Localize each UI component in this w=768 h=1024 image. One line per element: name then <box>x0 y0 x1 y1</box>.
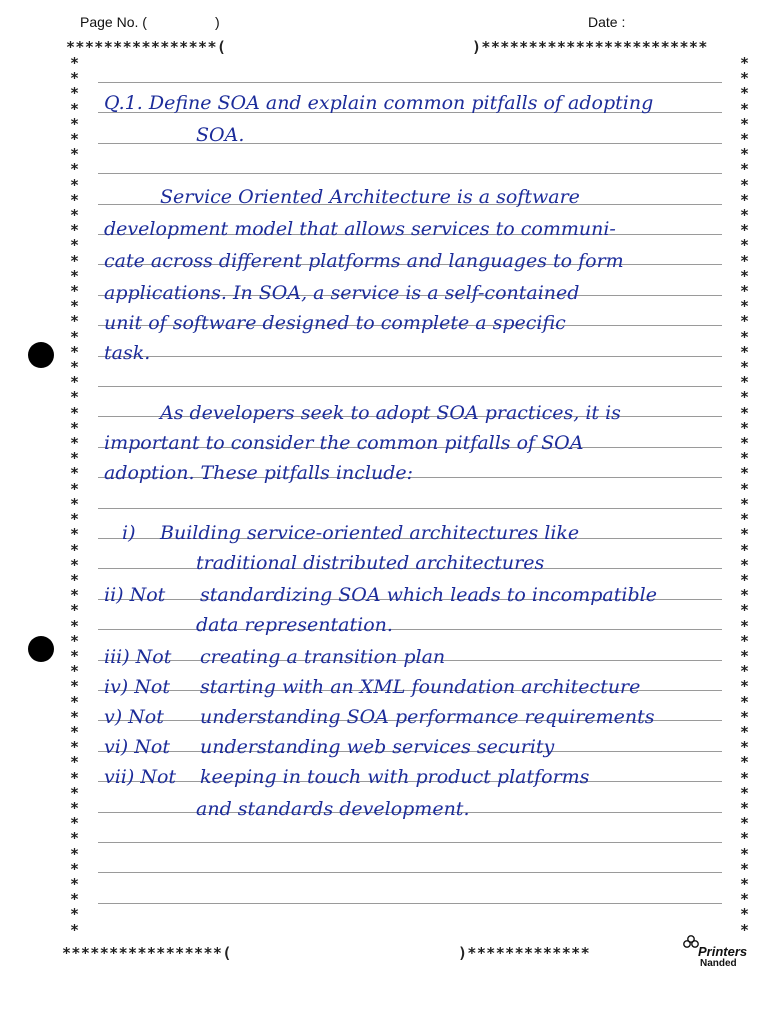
para2-line-1: As developers seek to adopt SOA practices, it is <box>160 402 621 424</box>
border-right: * * * * * * * * * * * * * * * * * * * * * * * * * * * * * * * * * * * * * * * * * * * * * * * * * * * * * * * * * * <box>740 54 750 939</box>
question-line-2: SOA. <box>196 124 245 146</box>
pitfall-item <box>104 736 724 758</box>
para1-line-2: development model that allows services to communi- <box>104 218 616 240</box>
ruled-line <box>98 903 722 904</box>
pitfall-text: Building service-oriented architectures like <box>160 522 580 544</box>
para1-line-6: task. <box>104 342 151 364</box>
pitfall-item <box>104 522 724 544</box>
pitfall-item <box>104 646 724 668</box>
pitfall-text: keeping in touch with product platforms <box>200 766 590 788</box>
pitfall-continuation: data representation. <box>196 614 393 636</box>
pitfall-item <box>104 584 724 606</box>
border-top-left: ****************( <box>66 38 227 56</box>
page-header <box>80 14 708 36</box>
logo-word-printers: Printers <box>698 944 748 959</box>
pitfall-item <box>104 706 724 728</box>
pitfall-number: iii) Not <box>104 646 172 668</box>
pitfall-number: vii) Not <box>104 766 177 788</box>
para1-line-4: applications. In SOA, a service is a self-contained <box>104 282 580 304</box>
border-top-right: )************************ <box>472 38 708 56</box>
border-bottom-right: )************* <box>458 944 591 962</box>
pitfall-number: i) <box>122 522 136 544</box>
para2-line-2: important to consider the common pitfalls of SOA <box>104 432 584 454</box>
border-left: * * * * * * * * * * * * * * * * * * * * * * * * * * * * * * * * * * * * * * * * * * * * * * * * * * * * * * * * * * <box>70 54 80 939</box>
page-no-close: ) <box>214 14 220 30</box>
pitfall-number: iv) Not <box>104 676 170 698</box>
page-number-field <box>80 14 220 30</box>
pitfall-number: vi) Not <box>104 736 170 758</box>
ruled-line <box>98 842 722 843</box>
pitfall-number: ii) Not <box>104 584 166 606</box>
question-line-1: Q.1. Define SOA and explain common pitfalls of adopting <box>104 92 654 114</box>
para1-line-1: Service Oriented Architecture is a software <box>160 186 580 208</box>
pitfall-text: creating a transition plan <box>200 646 446 668</box>
pitfall-number: v) Not <box>104 706 164 728</box>
pitfall-text: standardizing SOA which leads to incompatible <box>200 584 657 606</box>
page-no-label: Page No. ( <box>80 14 147 30</box>
pitfall-item <box>104 676 724 698</box>
pitfall-text: understanding SOA performance requirements <box>200 706 655 728</box>
punch-hole-bottom <box>28 636 54 662</box>
para1-line-5: unit of software designed to complete a specific <box>104 312 566 334</box>
date-label: Date : <box>588 14 626 30</box>
punch-hole-top <box>28 342 54 368</box>
ruled-line <box>98 508 722 509</box>
pitfall-continuation: and standards development. <box>196 798 470 820</box>
para1-line-3: cate across different platforms and languages to form <box>104 250 624 272</box>
ruled-line <box>98 386 722 387</box>
ruled-line <box>98 872 722 873</box>
logo-word-nanded: Nanded <box>700 958 737 969</box>
ruled-line <box>98 173 722 174</box>
printer-logo <box>682 934 746 970</box>
pitfall-text: starting with an XML foundation architecture <box>200 676 641 698</box>
para2-line-3: adoption. These pitfalls include: <box>104 462 414 484</box>
border-bottom-left: *****************( <box>62 944 232 962</box>
pitfall-item <box>104 766 724 788</box>
ruled-line <box>98 82 722 83</box>
pitfall-text: understanding web services security <box>200 736 555 758</box>
pitfall-continuation: traditional distributed architectures <box>196 552 545 574</box>
